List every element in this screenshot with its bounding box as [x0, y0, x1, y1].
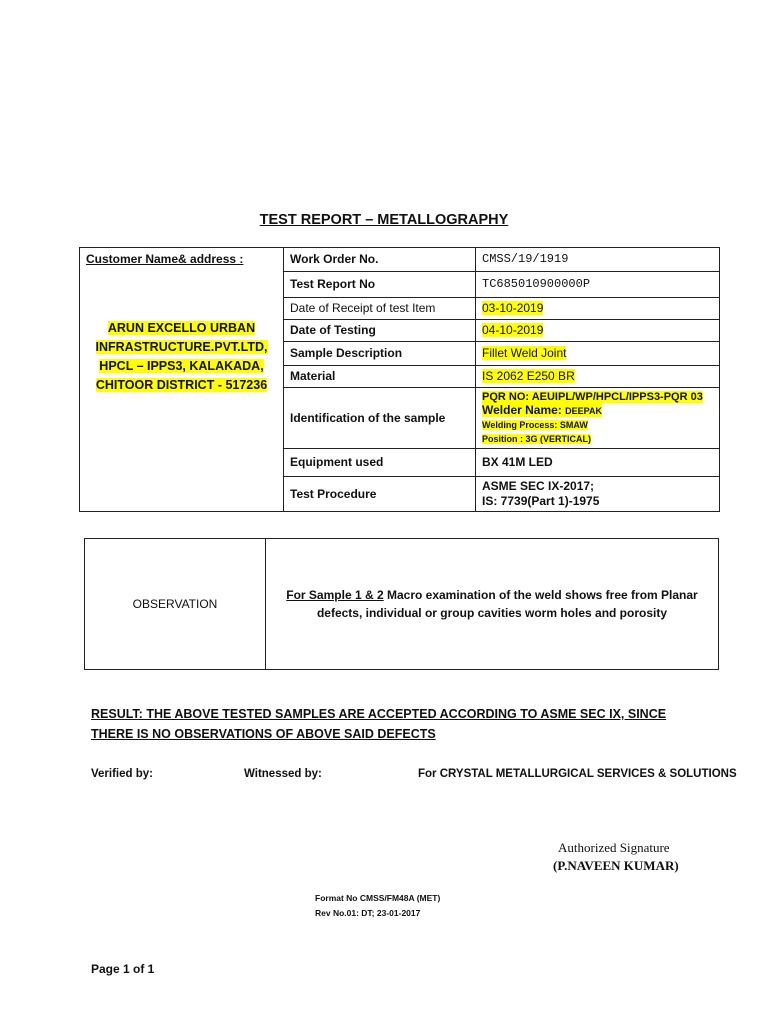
authorized-signature-label: Authorized Signature [558, 840, 670, 855]
customer-cell [80, 248, 284, 512]
details-table [79, 247, 720, 512]
row-value-sample-description [476, 342, 720, 366]
welder-label: Welder Name: [482, 403, 566, 417]
row-value-test-procedure [476, 477, 720, 512]
address-line: HPCL – IPPS3, KALAKADA, [99, 359, 264, 373]
address-line: CHITOOR DISTRICT - 517236 [95, 378, 268, 392]
observation-label: OBSERVATION [85, 539, 266, 670]
row-value-equipment: BX 41M LED [476, 449, 720, 477]
pqr-number: PQR NO: AEUIPL/WP/HPCL/IPPS3-PQR 03 [482, 391, 703, 403]
table-row [80, 248, 720, 272]
material-value: IS 2062 E250 BR [482, 369, 575, 383]
row-label-test-report: Test Report No [284, 272, 476, 298]
row-value-identification [476, 388, 720, 449]
signatory-name: (P.NAVEEN KUMAR) [553, 858, 679, 873]
weld-position: Position : 3G (VERTICAL) [482, 434, 591, 444]
customer-address [80, 319, 283, 395]
report-title [0, 212, 768, 228]
row-value-receipt-date [476, 298, 720, 320]
testing-date-value: 04-10-2019 [482, 323, 544, 337]
page-number: Page 1 of 1 [91, 962, 155, 976]
row-label-material: Material [284, 366, 476, 388]
welder-value: DEEPAK [565, 406, 602, 416]
row-label-test-procedure: Test Procedure [284, 477, 476, 512]
procedure-line: ASME SEC IX-2017; [482, 479, 595, 493]
address-line: ARUN EXCELLO URBAN [107, 321, 256, 335]
observation-sample-ref: For Sample 1 & 2 [286, 588, 384, 602]
row-value-test-report: TC685010900000P [476, 272, 720, 298]
row-label-testing-date: Date of Testing [284, 320, 476, 342]
observation-table [84, 538, 719, 670]
row-value-work-order: CMSS/19/1919 [476, 248, 720, 272]
sample-description-value: Fillet Weld Joint [482, 346, 567, 360]
row-label-work-order: Work Order No. [284, 248, 476, 272]
witnessed-by-label: Witnessed by: [244, 768, 322, 780]
company-label: For CRYSTAL METALLURGICAL SERVICES & SOLUTIONS [418, 768, 737, 780]
receipt-date-value: 03-10-2019 [482, 301, 544, 315]
row-value-testing-date [476, 320, 720, 342]
format-number: Format No CMSS/FM48A (MET) [315, 893, 441, 903]
row-label-equipment: Equipment used [284, 449, 476, 477]
observation-body: Macro examination of the weld shows free from Planar defects, individual or group cavities worm holes and porosity [316, 588, 698, 620]
observation-cell [266, 539, 719, 670]
row-label-sample-description: Sample Description [284, 342, 476, 366]
row-label-identification: Identification of the sample [284, 388, 476, 449]
address-line: INFRASTRUCTURE.PVT.LTD, [95, 340, 268, 354]
customer-label: Customer Name& address : [86, 252, 244, 266]
procedure-line: IS: 7739(Part 1)-1975 [482, 494, 600, 508]
welder-line [482, 403, 602, 417]
observation-text [267, 586, 717, 622]
row-label-receipt-date: Date of Receipt of test Item [284, 298, 476, 320]
report-title-text: TEST REPORT – METALLOGRAPHY [259, 212, 509, 228]
result-statement: RESULT: THE ABOVE TESTED SAMPLES ARE ACCEPTED ACCORDING TO ASME SEC IX, SINCE THERE IS NO OBSERVATIONS OF ABOVE SAID DEFECTS [91, 707, 667, 741]
welding-process: Welding Process: SMAW [482, 420, 588, 430]
row-value-material [476, 366, 720, 388]
revision-number: Rev No.01: DT; 23-01-2017 [315, 908, 421, 918]
verified-by-label: Verified by: [91, 768, 153, 780]
